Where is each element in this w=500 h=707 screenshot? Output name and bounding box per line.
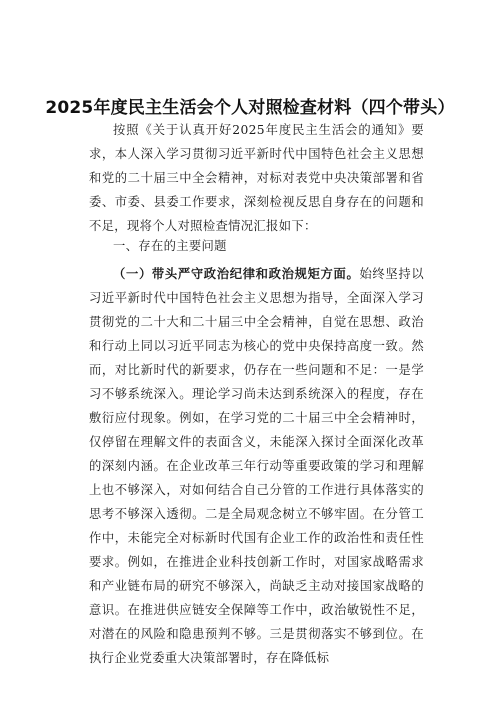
document-title: 2025年度民主生活会个人对照检查材料（四个带头） — [45, 98, 455, 118]
item-1-text: 始终坚持以习近平新时代中国特色社会主义思想为指导，全面深入学习贯彻党的二十大和二十届三中全会精神，自觉在思想、政治和行动上同以习近平同志为核心的党中央保持高度一致。然而，对比新时代的新要求，仍存在一些问题和不足：一是学习不够系统深入。理论学习尚未达到系统深入的程度，存在敷衍应付现象。例如，在学习党的二十届三中全会精神时，仅停留在理解文件的表面含义，未能深入探讨全面深化改革的深刻内涵。在企业改革三年行动等重要政策的学习和理解上也不够深入，对如何结合自己分管的工作进行具体落实的思考不够深入透彻。二是全局观念树立不够牢固。在分管工作中，未能完全对标新时代国有企业工作的政治性和责任性要求。例如，在推进企业科技创新工作时，对国家战略需求和产业链布局的研究不够深入，尚缺乏主动对接国家战略的意识。在推进供应链安全保障等工作中，政治敏锐性不足，对潜在的风险和隐患预判不够。三是贯彻落实不够到位。在执行企业党委重大决策部署时，存在降低标 — [89, 267, 424, 665]
section-heading-problems: 一、存在的主要问题 — [113, 239, 227, 253]
paragraph-item-1 — [89, 262, 424, 670]
intro-paragraph: 按照《关于认真开好2025年度民主生活会的通知》要求，本人深入学习贯彻习近平新时代中国特色社会主义思想和党的二十届三中全会精神，对标对表党中央决策部署和省委、市委、县委工作要求，深刻检视反思自身存在的问题和不足，现将个人对照检查情况汇报如下： — [89, 123, 424, 233]
item-1-lead: （一）带头严守政治纪律和政治规矩方面。 — [113, 266, 360, 281]
